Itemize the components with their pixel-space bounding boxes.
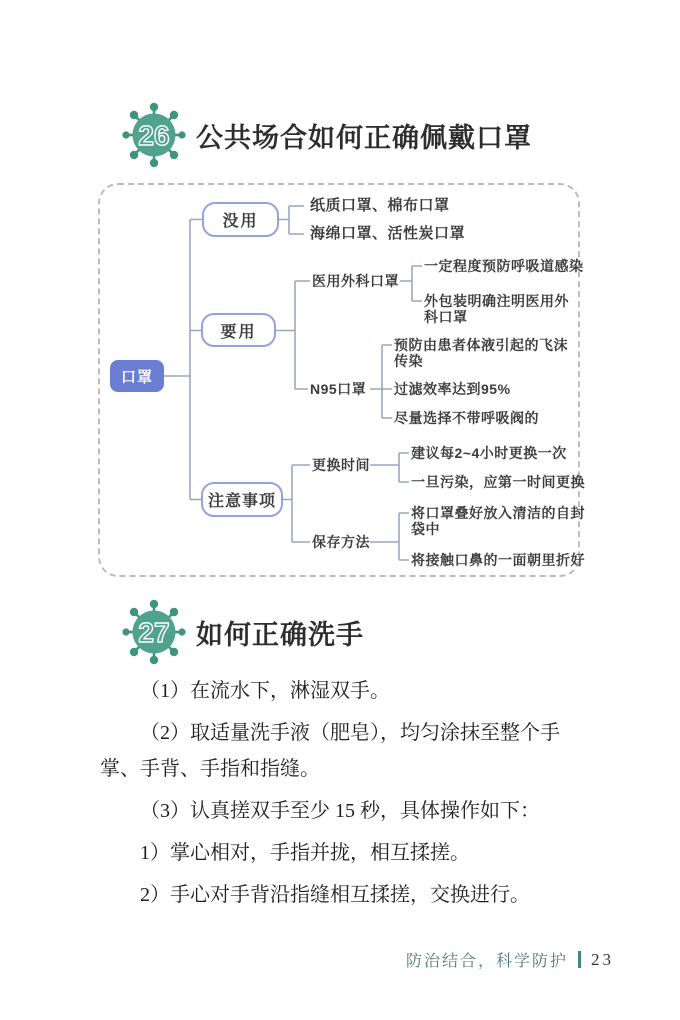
mindmap-leaf: 将口罩叠好放入清洁的自封袋中 [411,505,585,537]
mindmap-leaf: 预防由患者体液引起的飞沫传染 [394,337,568,369]
mindmap-leaf: 一旦污染，应第一时间更换 [411,474,585,490]
mindmap-root-node: 口罩 [110,360,164,392]
mindmap-leaf: 一定程度预防呼吸道感染 [424,258,584,274]
mindmap-leaf: 建议每2~4小时更换一次 [411,445,567,461]
handwash-step: （2）取适量洗手液（肥皂），均匀涂抹至整个手掌、手背、手指和指缝。 [100,722,560,780]
handwash-substep: 2）手心对手背沿指缝相互揉搓，交换进行。 [140,884,530,906]
mindmap-node-n95-mask: N95口罩 [310,381,367,397]
section-26-header [121,102,532,168]
mindmap-node-storage-method: 保存方法 [312,534,370,550]
handwash-step: （3）认真搓双手至少 15 秒，具体操作如下： [140,800,540,822]
mindmap-node-precautions: 注意事项 [201,482,283,517]
handwash-substep: 1）掌心相对，手指并拢，相互揉搓。 [140,842,470,864]
mindmap-node-useless: 没用 [202,202,279,237]
page-number: 23 [591,949,614,969]
footer-divider-bar [578,951,581,968]
handwash-instructions [100,673,586,919]
mindmap-leaf: 外包装明确注明医用外科口罩 [424,293,569,325]
mindmap-node-should-use: 要用 [201,313,276,347]
page-footer [406,948,614,971]
footer-slogan: 防治结合，科学防护 [405,953,568,970]
virus-icon-27 [121,599,187,665]
section-26-number: 26 [138,120,170,151]
virus-icon-26 [121,102,187,168]
mindmap-leaf: 尽量选择不带呼吸阀的 [394,410,539,426]
mask-mindmap [98,183,585,577]
section-27-title: 如何正确洗手 [196,619,364,650]
mindmap-leaf: 海绵口罩、活性炭口罩 [310,225,466,242]
mindmap-leaf: 纸质口罩、棉布口罩 [310,197,450,214]
mindmap-node-surgical-mask: 医用外科口罩 [312,273,399,289]
mindmap-node-replace-time: 更换时间 [312,457,370,473]
section-26-title: 公共场合如何正确佩戴口罩 [196,122,532,153]
section-27-header [121,599,364,665]
handwash-step: （1）在流水下，淋湿双手。 [140,680,390,702]
mindmap-leaf: 过滤效率达到95% [394,381,511,397]
section-27-number: 27 [138,617,170,648]
mindmap-leaf: 将接触口鼻的一面朝里折好 [411,552,585,568]
